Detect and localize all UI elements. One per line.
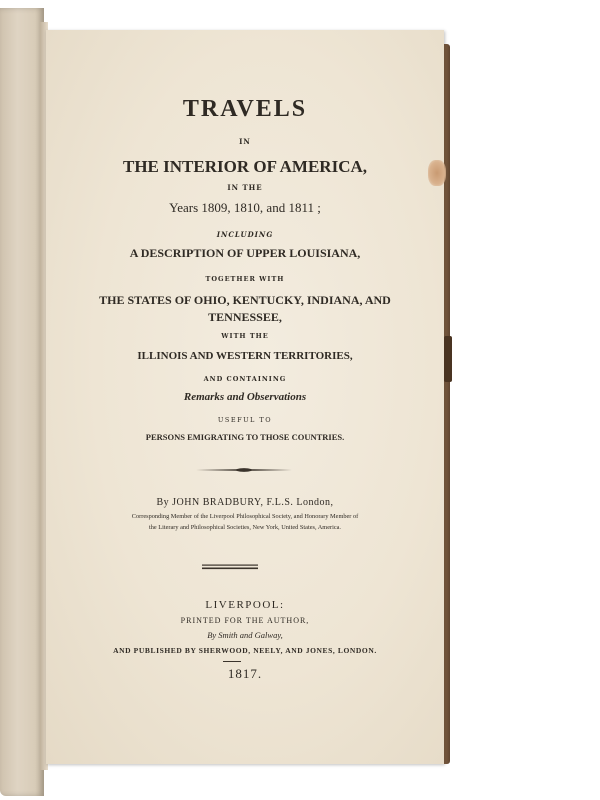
title-interior: THE INTERIOR OF AMERICA, bbox=[122, 157, 367, 176]
short-rule bbox=[223, 661, 241, 662]
title-persons: PERSONS EMIGRATING TO THOSE COUNTRIES. bbox=[145, 432, 345, 442]
title-connector-including: INCLUDING bbox=[216, 230, 274, 239]
title-illinois: ILLINOIS AND WESTERN TERRITORIES, bbox=[137, 350, 353, 362]
imprint-printer: By Smith and Galway, bbox=[207, 630, 283, 640]
title-states-line1: THE STATES OF OHIO, KENTUCKY, INDIANA, AND bbox=[99, 293, 391, 307]
title-remarks: Remarks and Observations bbox=[183, 391, 307, 403]
author-byline: By JOHN BRADBURY, F.L.S. London, bbox=[156, 497, 334, 508]
title-connector-useful: USEFUL TO bbox=[217, 416, 273, 424]
front-cover-board bbox=[0, 8, 44, 796]
title-connector-containing: AND CONTAINING bbox=[203, 375, 287, 383]
title-connector-in: IN bbox=[239, 137, 251, 146]
imprint-year: 1817. bbox=[227, 666, 263, 681]
author-credentials-2: the Literary and Philosophical Societies, New York, United States, America. bbox=[148, 524, 342, 531]
book-title: TRAVELS bbox=[182, 96, 308, 122]
author-credentials-1: Corresponding Member of the Liverpool Philosophical Society, and Honorary Member of bbox=[131, 513, 359, 520]
title-years: Years 1809, 1810, and 1811 ; bbox=[169, 200, 321, 215]
title-states-line2: TENNESSEE, bbox=[208, 310, 282, 324]
leather-tab bbox=[444, 336, 452, 382]
title-connector-together: TOGETHER WITH bbox=[205, 275, 285, 283]
ornamental-rule bbox=[196, 467, 292, 473]
back-cover-board bbox=[443, 44, 450, 764]
imprint-printed-for: PRINTED FOR THE AUTHOR, bbox=[180, 616, 310, 625]
title-description: A DESCRIPTION OF UPPER LOUISIANA, bbox=[129, 246, 361, 260]
imprint-publisher: AND PUBLISHED BY SHERWOOD, NEELY, AND JONES, LONDON. bbox=[113, 646, 377, 655]
imprint-city: LIVERPOOL: bbox=[205, 599, 285, 611]
title-connector-with: WITH THE bbox=[221, 332, 269, 340]
title-connector-in-the: IN THE bbox=[227, 183, 263, 192]
double-rule bbox=[202, 564, 258, 570]
